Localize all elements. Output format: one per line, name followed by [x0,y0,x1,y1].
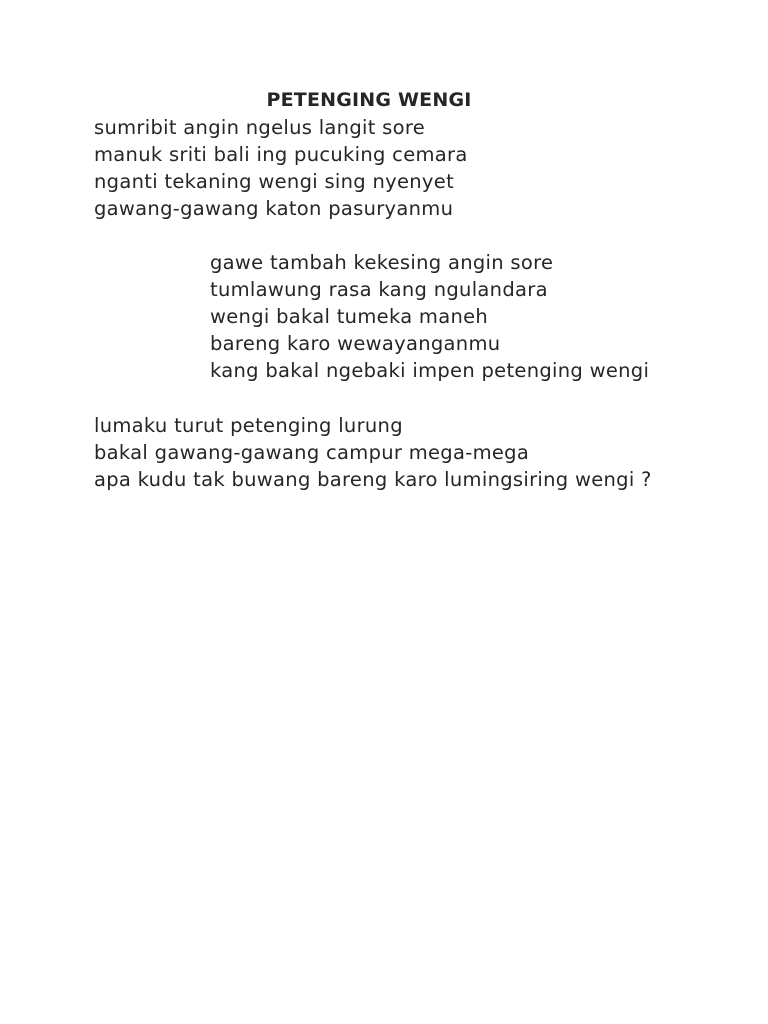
poem-line: nganti tekaning wengi sing nyenyet [94,170,455,193]
stanza-3 [94,412,652,493]
poem-line: gawe tambah kekesing angin sore [210,251,554,274]
poem-line: lumaku turut petenging lurung [94,414,403,437]
poem-line: tumlawung rasa kang ngulandara [210,278,548,301]
poem-line: bareng karo wewayanganmu [210,332,501,355]
poem-line: apa kudu tak buwang bareng karo lumingsiring wengi ? [94,468,652,491]
poem-line: kang bakal ngebaki impen petenging wengi [210,359,650,382]
stanza-2 [210,249,649,384]
poem-line: manuk sriti bali ing pucuking cemara [94,143,468,166]
poem-line: wengi bakal tumeka maneh [210,305,489,328]
poem-title: PETENGING WENGI [266,89,472,111]
poem-line: bakal gawang-gawang campur mega-mega [94,441,530,464]
poem-line: sumribit angin ngelus langit sore [94,116,426,139]
stanza-1 [94,114,468,222]
poem-line: gawang-gawang katon pasuryanmu [94,197,454,220]
